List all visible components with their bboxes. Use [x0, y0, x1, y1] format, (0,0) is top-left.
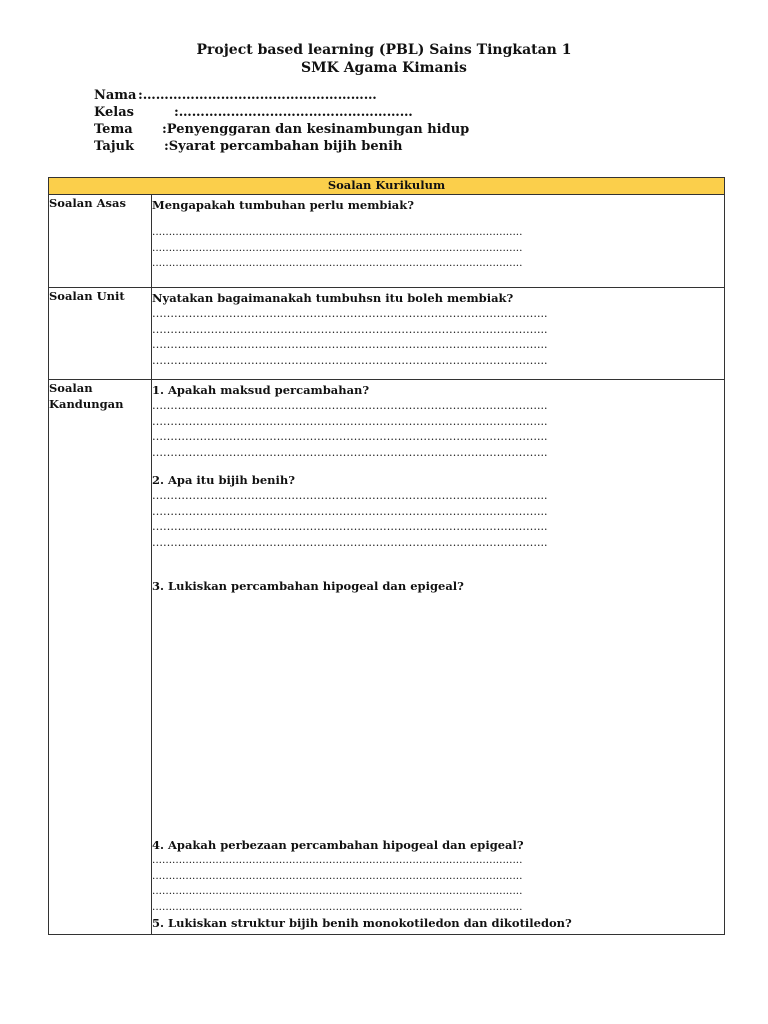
answer-line[interactable]: ............................................................................................................... [152, 241, 523, 254]
question-table [48, 177, 725, 935]
drawing-area[interactable] [152, 594, 724, 837]
answer-line[interactable]: ............................................................................................................... [152, 257, 523, 269]
kelas-label: Kelas [94, 105, 134, 120]
answer-line[interactable]: ……………………………………………………………………………………………... [152, 445, 548, 459]
soalan-asas-question: Mengapakah tumbuhan perlu membiak? [152, 198, 414, 212]
soalan-unit-answer-area[interactable] [152, 288, 725, 380]
question-1: 1. Apakah maksud percambahan? [152, 383, 370, 397]
soalan-asas-answer-area[interactable] [152, 195, 725, 288]
question-5: 5. Lukiskan struktur bijih benih monokotiledon dan dikotiledon? [152, 916, 572, 930]
answer-line[interactable]: ……………………………………………………………………………………………... [152, 399, 548, 412]
answer-line[interactable]: ……………………………………………………………………………………………... [152, 520, 548, 533]
answer-line[interactable]: ……………………………………………………………………………………………... [152, 504, 548, 518]
nama-value[interactable]: :……………………………………………… [138, 88, 377, 103]
table-header: Soalan Kurikulum [49, 178, 725, 195]
soalan-kandungan-label [49, 380, 152, 935]
answer-line[interactable]: ............................................................................................................... [152, 226, 523, 238]
answer-line[interactable]: ……………………………………………………………………………………………... [152, 535, 548, 549]
answer-line[interactable]: ……………………………………………………………………………………………... [152, 489, 548, 502]
soalan-unit-label: Soalan Unit [49, 288, 152, 380]
field-kelas[interactable] [94, 105, 413, 120]
answer-line[interactable]: ............................................................................................................... [152, 900, 523, 913]
tajuk-label: Tajuk [94, 139, 135, 154]
answer-line[interactable]: ............................................................................................................... [152, 869, 523, 882]
answer-line[interactable]: ……………………………………………………………………………………………... [152, 338, 548, 351]
answer-line[interactable]: ……………………………………………………………………………………………... [152, 430, 548, 443]
answer-line[interactable]: ……………………………………………………………………………………………... [152, 414, 548, 428]
row-soalan-unit [49, 288, 725, 380]
row-soalan-asas [49, 195, 725, 288]
kelas-value[interactable]: :……………………………………………… [174, 105, 413, 120]
tema-label: Tema [94, 122, 133, 137]
question-3: 3. Lukiskan percambahan hipogeal dan epigeal? [152, 579, 464, 593]
kandungan-label-line1: Soalan [49, 381, 93, 395]
nama-label: Nama [94, 88, 137, 103]
answer-line[interactable]: ……………………………………………………………………………………………... [152, 322, 548, 336]
question-4: 4. Apakah perbezaan percambahan hipogeal dan epigeal? [152, 838, 524, 852]
answer-line[interactable]: ............................................................................................................... [152, 885, 523, 897]
answer-line[interactable]: ……………………………………………………………………………………………... [152, 307, 548, 320]
answer-line[interactable]: ............................................................................................................... [152, 854, 523, 866]
answer-line[interactable]: ……………………………………………………………………………………………... [152, 353, 548, 367]
tema-value: :Penyenggaran dan kesinambungan hidup [162, 122, 470, 137]
tajuk-value: :Syarat percambahan bijih benih [164, 139, 403, 154]
document-title: Project based learning (PBL) Sains Tingkatan 1 [196, 42, 572, 58]
field-tema [94, 122, 469, 137]
school-name: SMK Agama Kimanis [301, 60, 467, 76]
soalan-kandungan-answer-area[interactable] [152, 380, 725, 935]
question-2: 2. Apa itu bijih benih? [152, 473, 295, 487]
kandungan-label-line2: Kandungan [49, 397, 124, 411]
row-soalan-kandungan [49, 380, 725, 935]
field-nama[interactable] [94, 88, 377, 103]
soalan-asas-label: Soalan Asas [49, 195, 152, 288]
soalan-unit-question: Nyatakan bagaimanakah tumbuhsn itu boleh membiak? [152, 291, 514, 305]
field-tajuk [94, 139, 403, 154]
